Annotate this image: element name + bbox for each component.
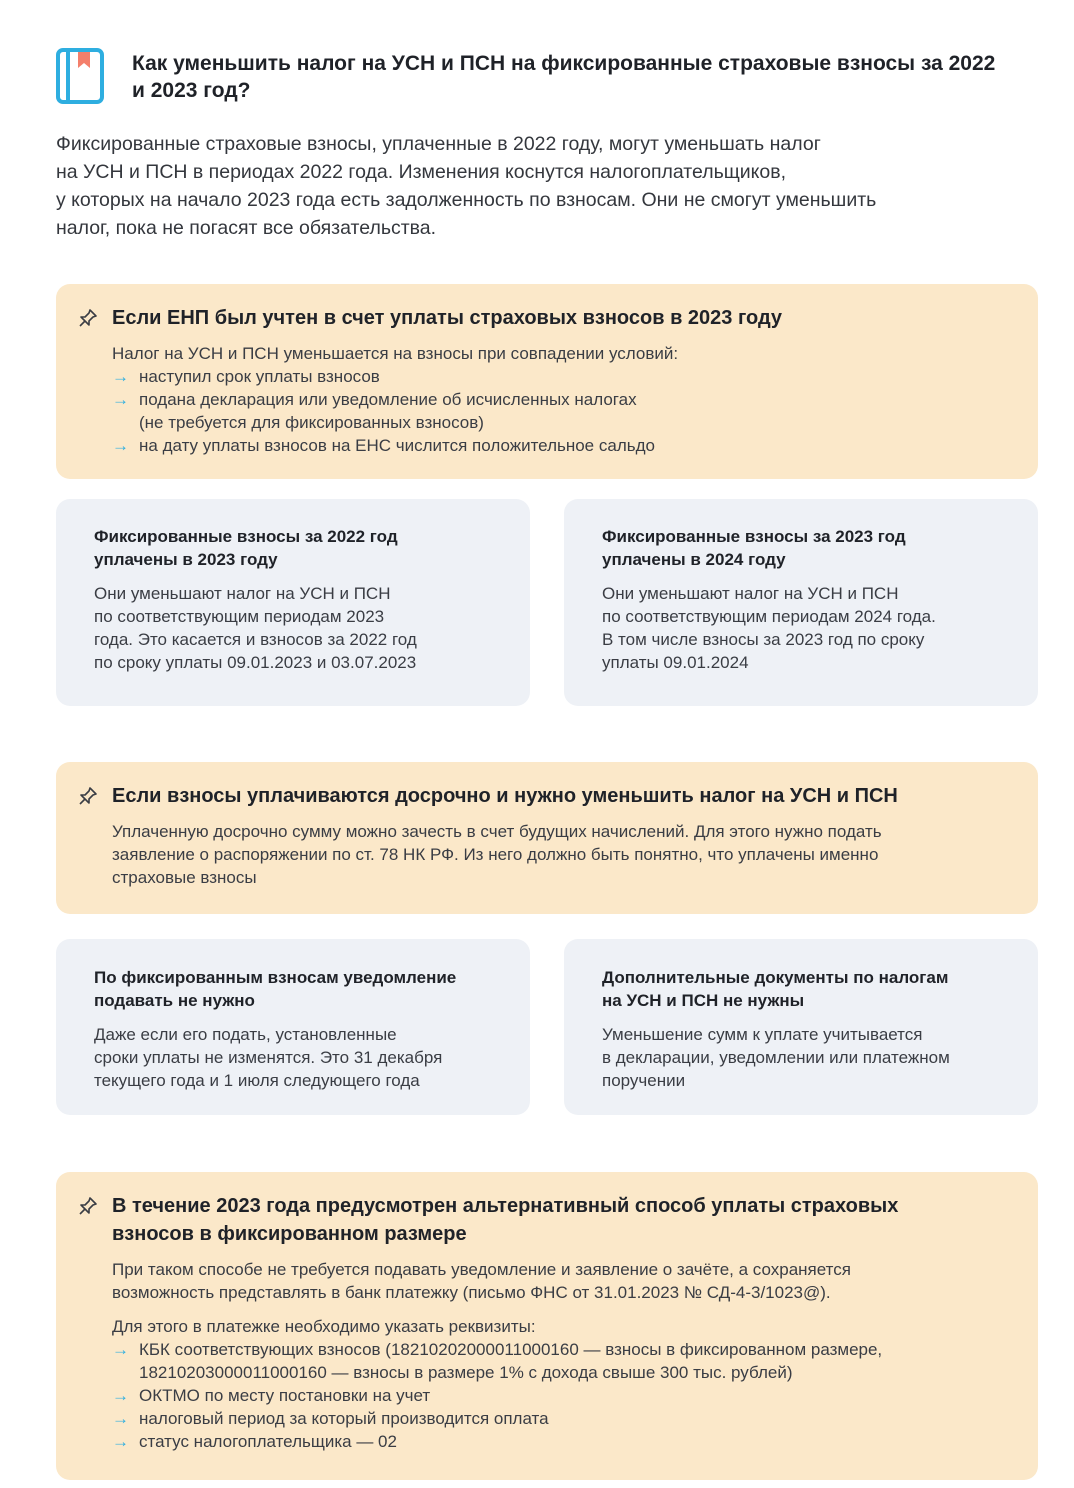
intro-paragraph bbox=[56, 130, 1046, 242]
section-title: Если взносы уплачиваются досрочно и нужно уменьшить налог на УСН и ПСН bbox=[112, 785, 898, 807]
pin-icon bbox=[78, 308, 98, 328]
conditions-list bbox=[112, 365, 655, 457]
section-text: Уплаченную досрочно сумму можно зачесть в счет будущих начислений. Для этого нужно подать заявление о распоряжении по ст. 78 НК РФ. Из него должно быть понятно, что уплачены именно страховые взносы bbox=[112, 822, 882, 887]
list-item: → наступил срок уплаты взносов bbox=[112, 367, 380, 386]
requisites-list bbox=[112, 1338, 882, 1453]
card-title: Дополнительные документы по налогам на УСН и ПСН не нужны bbox=[602, 968, 949, 1010]
arrow-right-icon: → bbox=[112, 1409, 129, 1428]
section-text: При таком способе не требуется подавать уведомление и заявление о зачёте, а сохраняется возможность представлять в банк платежку (письмо ФНС от 31.01.2023 № СД-4-3/1023@). bbox=[112, 1260, 851, 1302]
card-no-notice bbox=[56, 939, 530, 1115]
section-title: Если ЕНП был учтен в счет уплаты страховых взносов в 2023 году bbox=[112, 307, 783, 329]
intro-line: налог, пока не погасят все обязательства. bbox=[56, 217, 437, 239]
book-bookmark-icon bbox=[56, 48, 104, 104]
list-item: → на дату уплаты взносов на ЕНС числится положительное сальдо bbox=[112, 436, 655, 455]
card-contributions-2022 bbox=[56, 499, 530, 706]
arrow-right-icon: → bbox=[112, 1340, 129, 1359]
arrow-right-icon: → bbox=[112, 1386, 129, 1405]
arrow-right-icon: → bbox=[112, 436, 129, 455]
arrow-right-icon: → bbox=[112, 390, 129, 409]
page-title: Как уменьшить налог на УСН и ПСН на фиксированные страховые взносы за 2022 и 2023 год? bbox=[132, 52, 996, 102]
page-header bbox=[56, 46, 1016, 106]
list-item: → статус налогоплательщика — 02 bbox=[112, 1432, 397, 1451]
section-lead: Налог на УСН и ПСН уменьшается на взносы при совпадении условий: bbox=[112, 344, 679, 363]
pin-icon bbox=[78, 1196, 98, 1216]
section-alternative-payment-card bbox=[56, 1172, 1038, 1480]
section-title: В течение 2023 года предусмотрен альтернативный способ уплаты страховых взносов в фиксированном размере bbox=[112, 1195, 899, 1245]
list-item: → ОКТМО по месту постановки на учет bbox=[112, 1386, 431, 1405]
card-no-extra-docs bbox=[564, 939, 1038, 1115]
section-enp-card bbox=[56, 284, 1038, 479]
section-lead: Для этого в платежке необходимо указать реквизиты: bbox=[112, 1317, 536, 1336]
intro-line: Фиксированные страховые взносы, уплаченные в 2022 году, могут уменьшать налог bbox=[56, 133, 821, 155]
card-title: По фиксированным взносам уведомление подавать не нужно bbox=[94, 968, 457, 1010]
arrow-right-icon: → bbox=[112, 367, 129, 386]
card-text: Уменьшение сумм к уплате учитывается в декларации, уведомлении или платежном поручении bbox=[602, 1025, 950, 1090]
list-item: → подана декларация или уведомление об исчисленных налогах (не требуется для фиксированных взносов) bbox=[112, 390, 637, 432]
card-text: Даже если его подать, установленные сроки уплаты не изменятся. Это 31 декабря текущего года и 1 июля следующего года bbox=[94, 1025, 443, 1090]
card-title: Фиксированные взносы за 2022 год уплачены в 2023 году bbox=[94, 527, 398, 569]
card-text: Они уменьшают налог на УСН и ПСН по соответствующим периодам 2024 года. В том числе взносы за 2023 год по сроку уплаты 09.01.2024 bbox=[602, 584, 936, 672]
card-contributions-2023 bbox=[564, 499, 1038, 706]
intro-line: у которых на начало 2023 года есть задолженность по взносам. Они не смогут уменьшить bbox=[56, 189, 877, 211]
card-title: Фиксированные взносы за 2023 год уплачены в 2024 году bbox=[602, 527, 906, 569]
list-item: → КБК соответствующих взносов (18210202000011000160 — взносы в фиксированном размере, 18210203000011000160 — взносы в размере 1% с дохода свыше 300 тыс. рублей) bbox=[112, 1340, 883, 1382]
section-early-payment-card bbox=[56, 762, 1038, 914]
intro-line: на УСН и ПСН в периодах 2022 года. Изменения коснутся налогоплательщиков, bbox=[56, 161, 787, 183]
pin-icon bbox=[78, 786, 98, 806]
list-item: → налоговый период за который производится оплата bbox=[112, 1409, 549, 1428]
card-text: Они уменьшают налог на УСН и ПСН по соответствующим периодам 2023 года. Это касается и взносов за 2022 год по сроку уплаты 09.01.2023 и 03.07.2023 bbox=[94, 584, 417, 672]
arrow-right-icon: → bbox=[112, 1432, 129, 1451]
